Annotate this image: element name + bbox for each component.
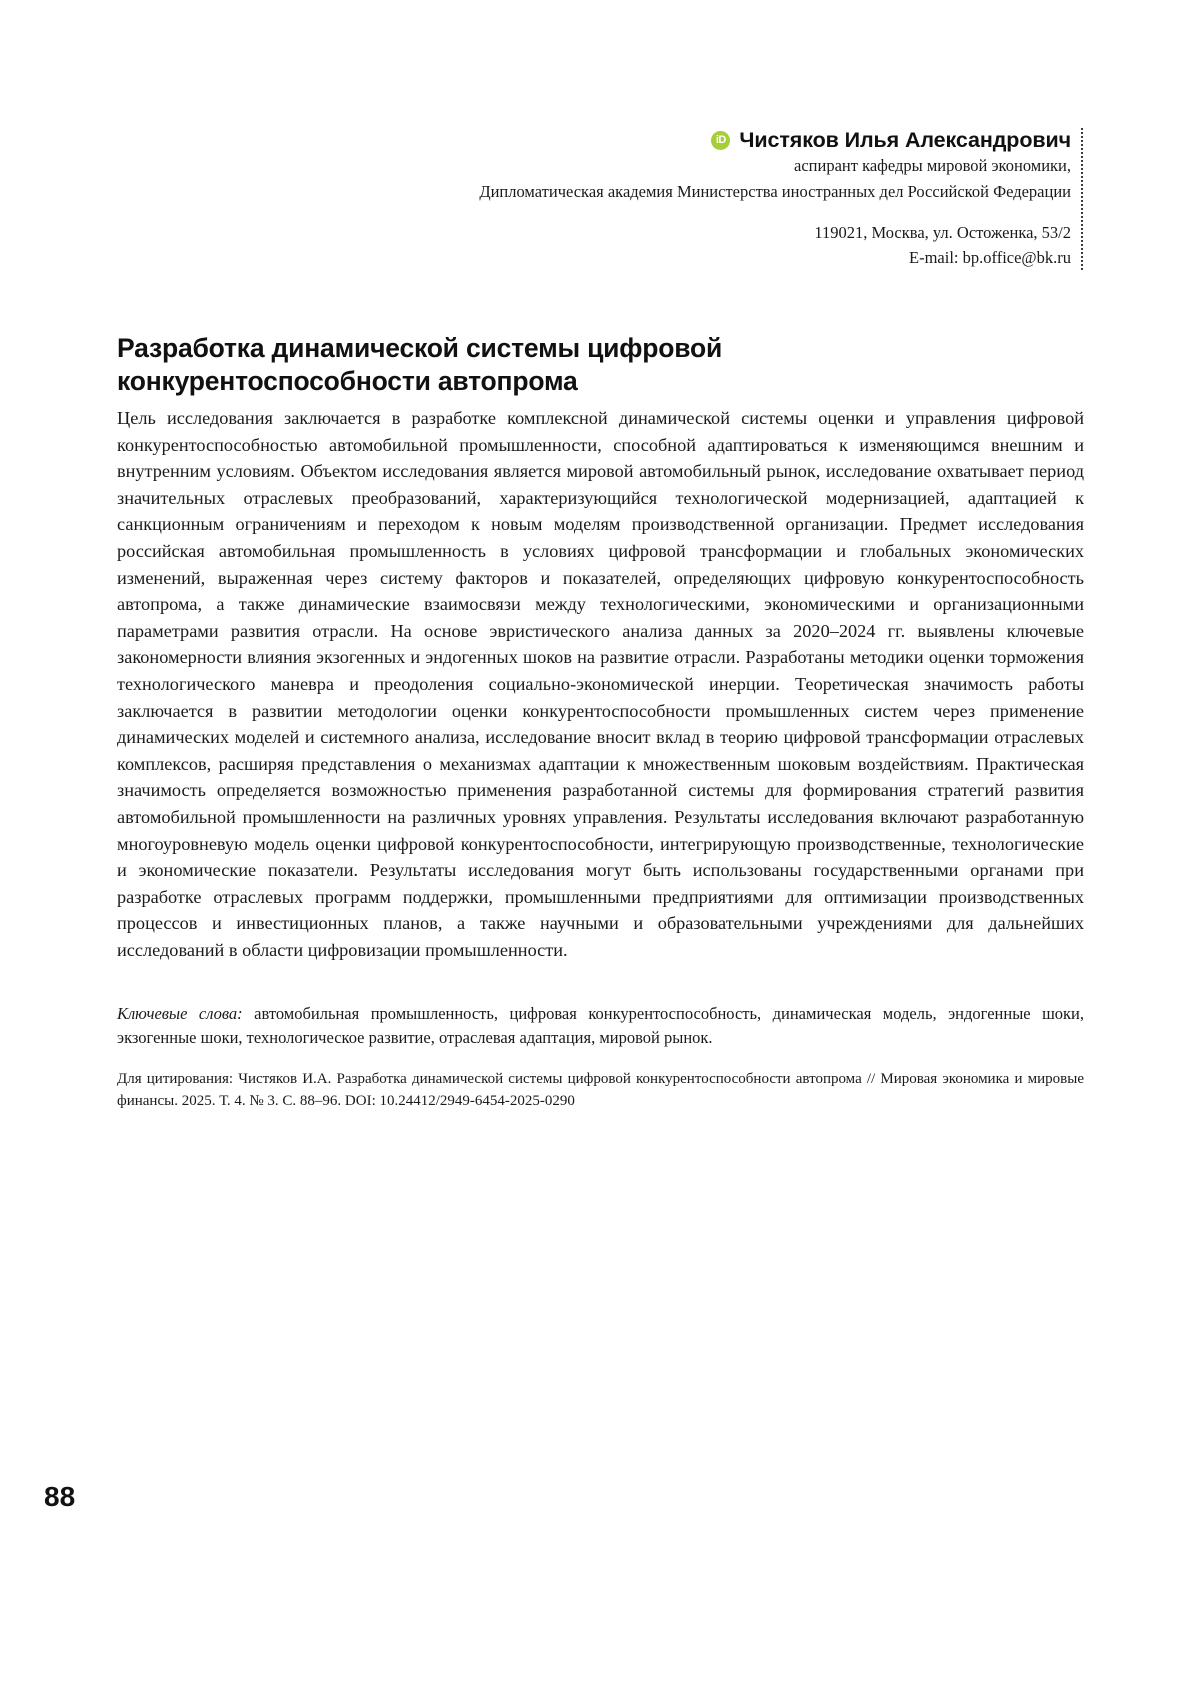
author-email: E-mail: bp.office@bk.ru (909, 248, 1071, 267)
author-name: Чистяков Илья Александрович (739, 128, 1071, 152)
keywords-list: автомобильная промышленность, цифровая конкурентоспособность, динамическая модель, эндогенные шоки, экзогенные шоки, технологическое развитие, отраслевая адаптация, мировой рынок. (117, 1004, 1085, 1047)
author-position: аспирант кафедры мировой экономики, (794, 156, 1071, 175)
orcid-icon[interactable]: iD (711, 131, 730, 150)
author-block (418, 128, 1083, 270)
keywords-block (117, 1002, 1084, 1050)
article-abstract: Цель исследования заключается в разработке комплексной динамической системы оценки и управления цифровой конкурентоспособностью автомобильной промышленности, способной адаптироваться к изменяющимся внешним и внутренним условиям. Объектом исследования является мировой автомобильный рынок, исследование охватывает период значительных отраслевых преобразований, характеризующийся технологической модернизацией, адаптацией к санкционным ограничениям и переходом к новым моделям производственной организации. Предмет исследования российская автомобильная промышленность в условиях цифровой трансформации и глобальных экономических изменений, выраженная через систему факторов и показателей, определяющих цифровую конкурентоспособность автопрома, а также динамические взаимосвязи между технологическими, экономическими и организационными параметрами развития отрасли. На основе эвристического анализа данных за 2020–2024 гг. выявлены ключевые закономерности влияния экзогенных и эндогенных шоков на развитие отрасли. Разработаны методики оценки торможения технологического маневра и преодоления социально-экономической инерции. Теоретическая значимость работы заключается в развитии методологии оценки конкурентоспособности промышленных систем через применение динамических моделей и системного анализа, исследование вносит вклад в теорию цифровой трансформации отраслевых комплексов, расширяя представления о механизмах адаптации к множественным шоковым воздействиям. Практическая значимость определяется возможностью применения разработанной системы для формирования стратегий развития автомобильной промышленности на различных уровнях управления. Результаты исследования включают разработанную многоуровневую модель оценки цифровой конкурентоспособности, интегрирующую производственные, технологические и экономические показатели. Результаты исследования могут быть использованы государственными органами при разработке отраслевых программ поддержки, промышленными предприятиями для оптимизации производственных процессов и инвестиционных планов, а также научными и образовательными учреждениями для дальнейших исследований в области цифровизации промышленности. (117, 408, 1084, 960)
author-name-row (418, 128, 1071, 153)
keywords-label: Ключевые слова: (117, 1004, 243, 1023)
author-address: 119021, Москва, ул. Остоженка, 53/2 (814, 223, 1071, 242)
page-number: 88 (44, 1481, 76, 1512)
article-title: Разработка динамической системы цифровой конкурентоспособности автопрома (117, 332, 723, 396)
author-affiliation: Дипломатическая академия Министерства иностранных дел Российской Федерации (479, 182, 1071, 201)
citation-block: Для цитирования: Чистяков И.А. Разработка динамической системы цифровой конкурентоспособности автопрома // Мировая экономика и мировые финансы. 2025. Т. 4. № 3. С. 88–96. DOI: 10.24412/2949-6454-2025-0290 (117, 1071, 1084, 1109)
